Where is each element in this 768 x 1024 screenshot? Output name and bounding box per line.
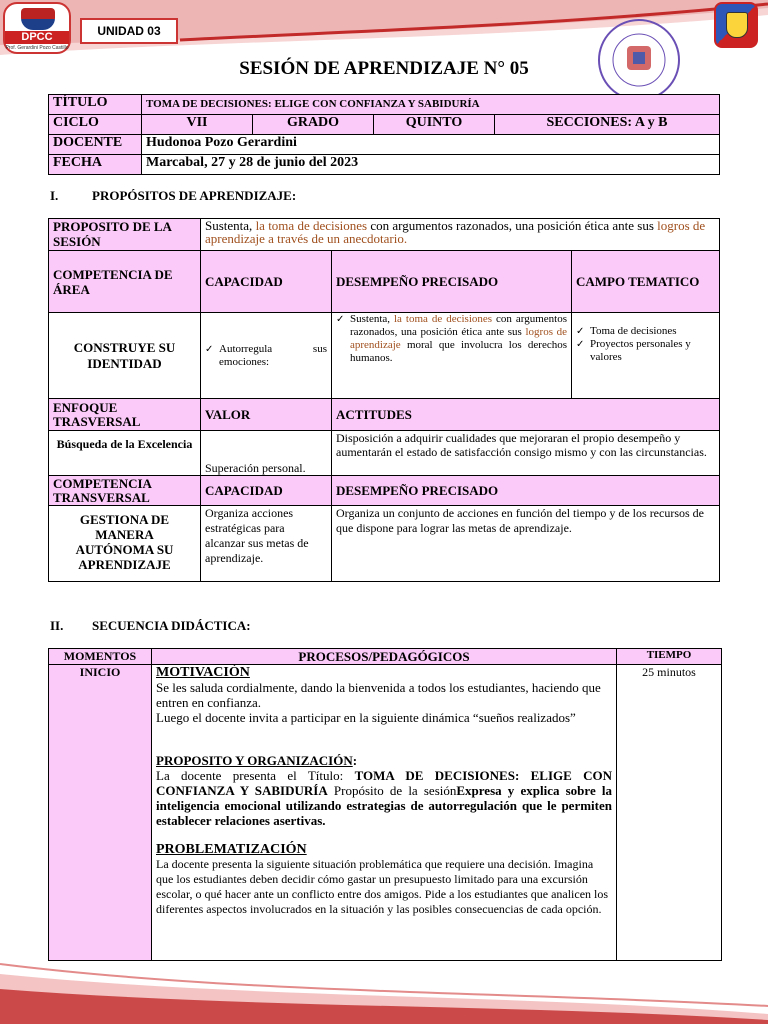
enfoque-header: ENFOQUE TRASVERSAL: [49, 399, 201, 431]
transversal-header: COMPETENCIA TRANSVERSAL: [49, 476, 201, 506]
actitudes-text: Disposición a adquirir cualidades que mejoraran el propio desempeño y aumentarán el estado de satisfacción consigo mismo y con las circunstancias.: [332, 431, 720, 476]
campo-item: ✓ Proyectos personales y valores: [576, 338, 715, 364]
motivacion-text-2: Luego el docente invita a participar en la siguiente dinámica “sueños realizados”: [156, 710, 576, 725]
purpose-text-1: Sustenta,: [205, 218, 256, 233]
ciclo-value: VII: [142, 115, 253, 135]
capacidad-list: [205, 343, 327, 369]
section-1-heading: [50, 188, 296, 204]
section-2-title: SECUENCIA DIDÁCTICA:: [92, 618, 251, 633]
transversal-capacidad-header: CAPACIDAD: [201, 476, 332, 506]
section-1-number: I.: [50, 188, 59, 203]
purpose-label: PROPOSITO DE LA SESIÓN: [49, 219, 201, 251]
tiempo-header: TIEMPO: [617, 649, 722, 665]
transversal-desempeno-text: Organiza un conjunto de acciones en función del tiempo y de los recursos de que dispone para lograr las metas de aprendizaje.: [332, 506, 720, 582]
shield-icon: [726, 12, 748, 38]
titulo-value: TOMA DE DECISIONES: ELIGE CON CONFIANZA Y SABIDURÍA: [142, 95, 720, 115]
secciones-value: A y B: [634, 115, 668, 130]
capacidad-item: ✓ Autorregula sus emociones:: [205, 343, 327, 369]
valor-text: Superación personal.: [201, 431, 332, 476]
valor-header: VALOR: [201, 399, 332, 431]
logo-abbr: DPCC: [5, 31, 69, 44]
secciones-label: SECCIONES:: [546, 115, 633, 130]
desempeno-highlight-1: la toma de decisiones: [394, 313, 493, 325]
titulo-label: TÍTULO: [49, 95, 142, 115]
momentos-header: MOMENTOS: [49, 649, 152, 665]
desempeno-item: [336, 313, 567, 365]
proposito-bold-1: TOMA DE DECISIONES: ELIGE CON CONFIANZA Y SABIDURÍA: [156, 768, 612, 798]
proposito-text: [156, 768, 612, 828]
logo-subtitle: Prof. Gerardini Pozo Castillo: [5, 45, 69, 51]
procesos-header: PROCESOS/PEDAGÓGICOS: [152, 649, 617, 665]
competencia-header: COMPETENCIA DE ÁREA: [49, 251, 201, 313]
enfoque-name: Búsqueda de la Excelencia: [49, 431, 201, 476]
tiempo-value: 25 minutos: [617, 665, 722, 961]
desempeno-text-2: con argumentos razonados, una posición ética ante sus: [350, 313, 567, 338]
purpose-text: [201, 219, 720, 251]
unit-label: UNIDAD 03: [80, 18, 178, 44]
info-table: [48, 94, 720, 175]
sequence-table: [48, 648, 722, 961]
transversal-capacidad-text: Organiza acciones estratégicas para alcanzar sus metas de aprendizaje.: [201, 506, 332, 582]
capacidad-header: CAPACIDAD: [201, 251, 332, 313]
desempeno-highlight-2: logros de aprendizaje: [350, 326, 568, 351]
desempeno-text-3: moral que involucra los derechos humanos.: [350, 339, 567, 364]
competencia-name: CONSTRUYE SU IDENTIDAD: [49, 313, 201, 399]
purpose-text-2: con argumentos razonados, una posición ética ante sus: [367, 218, 658, 233]
grado-value: QUINTO: [374, 115, 495, 135]
purposes-table: [48, 218, 720, 582]
purpose-highlight-1: la toma de decisiones: [255, 218, 368, 233]
campo-item: ✓ Toma de decisiones: [576, 325, 715, 338]
docente-value: Hudonoa Pozo Gerardini: [142, 135, 720, 155]
desempeno-header: DESEMPEÑO PRECISADO: [332, 251, 572, 313]
proposito-text-2: Propósito de la sesión: [327, 783, 457, 798]
page-title: SESIÓN DE APRENDIZAJE N° 05: [239, 58, 529, 79]
proposito-heading: PROPOSITO Y ORGANIZACIÓN:: [156, 753, 358, 768]
section-1-title: PROPÓSITOS DE APRENDIZAJE:: [92, 188, 297, 203]
campo-header: CAMPO TEMATICO: [572, 251, 720, 313]
section-2-heading: [50, 618, 251, 634]
dpcc-logo: [3, 2, 71, 54]
motivacion-text-1: Se les saluda cordialmente, dando la bienvenida a todos los estudiantes, haciendo que entren en confianza.: [156, 680, 601, 710]
problematizacion-text: La docente presenta la siguiente situación problemática que requiere una decisión. Imagina que los estudiantes deben decidir cómo gastar un presupuesto limitado para una excursión escolar, o qué hacer ante un conflicto entre dos amigos. Pide a los estudiantes que analicen los diferentes aspectos involucrados en la situación y las posibles consecuencias de cada opción.: [156, 857, 609, 916]
proposito-bold-2: Expresa y explica sobre la inteligencia emocional utilizando estrategias de autorregulación que le permiten establecer relaciones asertivas.: [156, 783, 612, 828]
procesos-content: [152, 665, 617, 961]
ciclo-label: CICLO: [49, 115, 142, 135]
crest-icon: [21, 8, 55, 30]
fecha-value: Marcabal, 27 y 28 de junio del 2023: [142, 155, 720, 175]
campo-list: [576, 325, 715, 364]
section-2-number: II.: [50, 618, 64, 633]
actitudes-header: ACTITUDES: [332, 399, 720, 431]
proposito-title: PROPOSITO Y ORGANIZACIÓN: [156, 753, 353, 768]
motivacion-title: MOTIVACIÓN: [156, 665, 250, 680]
momento-inicio: INICIO: [49, 665, 152, 961]
grado-label: GRADO: [253, 115, 374, 135]
desempeno-text-1: Sustenta,: [350, 313, 394, 325]
school-logo: [714, 2, 758, 48]
purpose-highlight-2: logros de aprendizaje a través de un anecdotario.: [205, 218, 706, 246]
desempeno-list: [336, 313, 567, 365]
transversal-name: GESTIONA DE MANERA AUTÓNOMA SU APRENDIZAJE: [49, 506, 201, 582]
secciones-cell: [495, 115, 720, 135]
proposito-text-1: La docente presenta el Título:: [156, 768, 355, 783]
fecha-label: FECHA: [49, 155, 142, 175]
footer-swoosh: [0, 954, 768, 1024]
docente-label: DOCENTE: [49, 135, 142, 155]
problematizacion-title: PROBLEMATIZACIÓN: [156, 842, 307, 857]
transversal-desempeno-header: DESEMPEÑO PRECISADO: [332, 476, 720, 506]
